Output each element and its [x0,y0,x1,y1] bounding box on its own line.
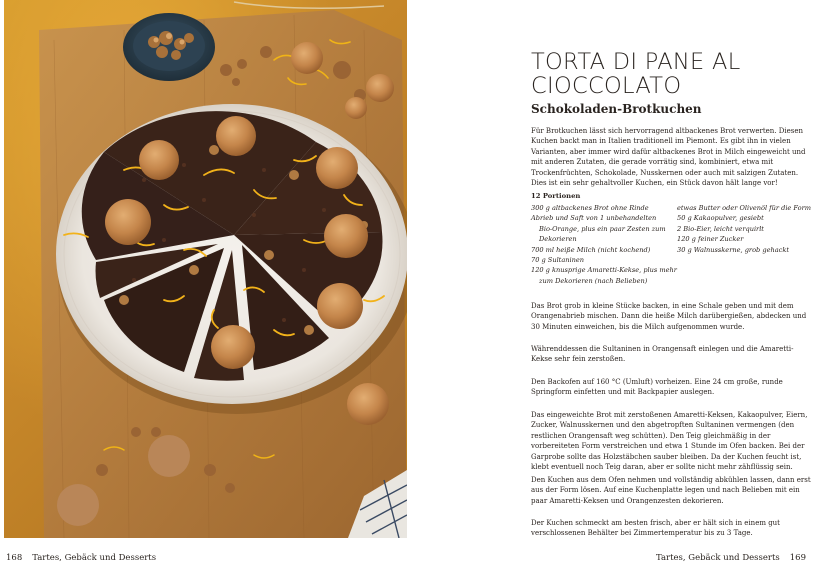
ingredient-item: 2 Bio-Eier, leicht verquirlt [677,224,764,233]
ingredients-column-right [677,203,811,255]
ingredient-item: Abrieb und Saft von 1 unbehandelten [531,214,657,223]
recipe-title-line1: TORTA DI PANE AL [531,49,741,75]
footer-right [656,553,806,563]
ingredients-column-left [531,203,677,286]
intro-paragraph: Für Brotkuchen lässt sich hervorragend altbackenes Brot verwerten. Diesen Kuchen backt man in Italien traditionell im Piemont. Es gibt ihn in vielen Varianten, aber immer wird dafür altbackenes Brot in Milch eingeweicht und mit anderen Zutaten, die gerade vorrätig sind, kombiniert, etwa mit Trockenfrüchten, Schokolade, Nusskernen oder auch mit salzigen Zutaten. Dies ist ein sehr gehaltvoller Kuchen, ein Stück davon hält lange vor! [531,127,806,188]
step-paragraph-3: Den Backofen auf 160 °C (Umluft) vorheizen. Eine 24 cm große, runde Springform einfetten und mit Backpapier auslegen. [531,378,783,397]
running-footer-left: Tartes, Gebäck und Desserts [32,553,157,563]
ingredient-item: 120 g feiner Zucker [677,235,744,244]
ingredient-item: Bio-Orange, plus ein paar Zesten zum [539,224,666,233]
cake-illustration [4,0,407,538]
cake-photo [4,0,407,538]
footer-left [6,553,156,563]
ingredient-item: etwas Butter oder Olivenöl für die Form [677,204,812,212]
step-paragraph-2: Währenddessen die Sultaninen in Orangensaft einlegen und die Amaretti-Kekse sehr fein zerstoßen. [531,345,794,364]
page-number-left: 168 [6,553,23,563]
recipe-page [407,0,814,572]
recipe-title-line2: CIOCCOLATO [531,73,682,99]
ingredient-item: 70 g Sultaninen [531,256,585,265]
step-paragraph-6: Der Kuchen schmeckt am besten frisch, aber er hält sich in einem gut verschlossenen Behälter bei Zimmertemperatur bis zu 3 Tage. [531,519,780,538]
ingredient-item: 120 g knusprige Amaretti-Kekse, plus mehr [531,266,677,275]
ingredient-item: 700 ml heiße Milch (nicht kochend) [531,245,651,254]
step-paragraph-4: Das eingeweichte Brot mit zerstoßenen Amaretti-Keksen, Kakaopulver, Eiern, Zucker, Walnusskernen und den abgetropften Sultaninen vermengen (den restlichen Orangensaft weg schütten). Den Teig gleichmäßig in der vorbereiteten Form verstreichen und etwa 1 Stunde im Ofen backen. Bei der Garprobe sollte das Holzstäbchen sauber bleiben. Da der Kuchen feucht ist, klebt eventuell noch Teig daran, aber er sollte nicht mehr zähflüssig sein. [531,411,808,472]
ingredient-item: 30 g Walnusskerne, grob gehackt [677,245,789,254]
ingredient-item: 300 g altbackenes Brot ohne Rinde [531,204,649,212]
ingredient-item: 50 g Kakaopulver, gesiebt [677,214,764,223]
recipe-subtitle: Schokoladen-Brotkuchen [531,102,702,116]
portions-label: 12 Portionen [531,192,581,200]
ingredient-item: zum Dekorieren (nach Belieben) [539,276,648,285]
step-paragraph-1: Das Brot grob in kleine Stücke backen, in eine Schale geben und mit dem Orangenabrieb mischen. Dann die heiße Milch darübergießen, abdecken und 30 Minuten einweichen, bis die Milch aufgenommen wurde. [531,302,807,331]
amaretto-cookie [216,116,256,156]
step-paragraph-5: Den Kuchen aus dem Ofen nehmen und vollständig abkühlen lassen, dann erst aus der Form lösen. Auf eine Kuchenplatte legen und nach Belieben mit ein paar Amaretti-Keksen und Orangenzesten dekorieren. [531,476,811,505]
page-number-right: 169 [789,553,806,563]
ingredient-item: Dekorieren [539,235,577,244]
recipe-title [531,50,801,98]
running-footer-right: Tartes, Gebäck und Desserts [655,553,780,563]
